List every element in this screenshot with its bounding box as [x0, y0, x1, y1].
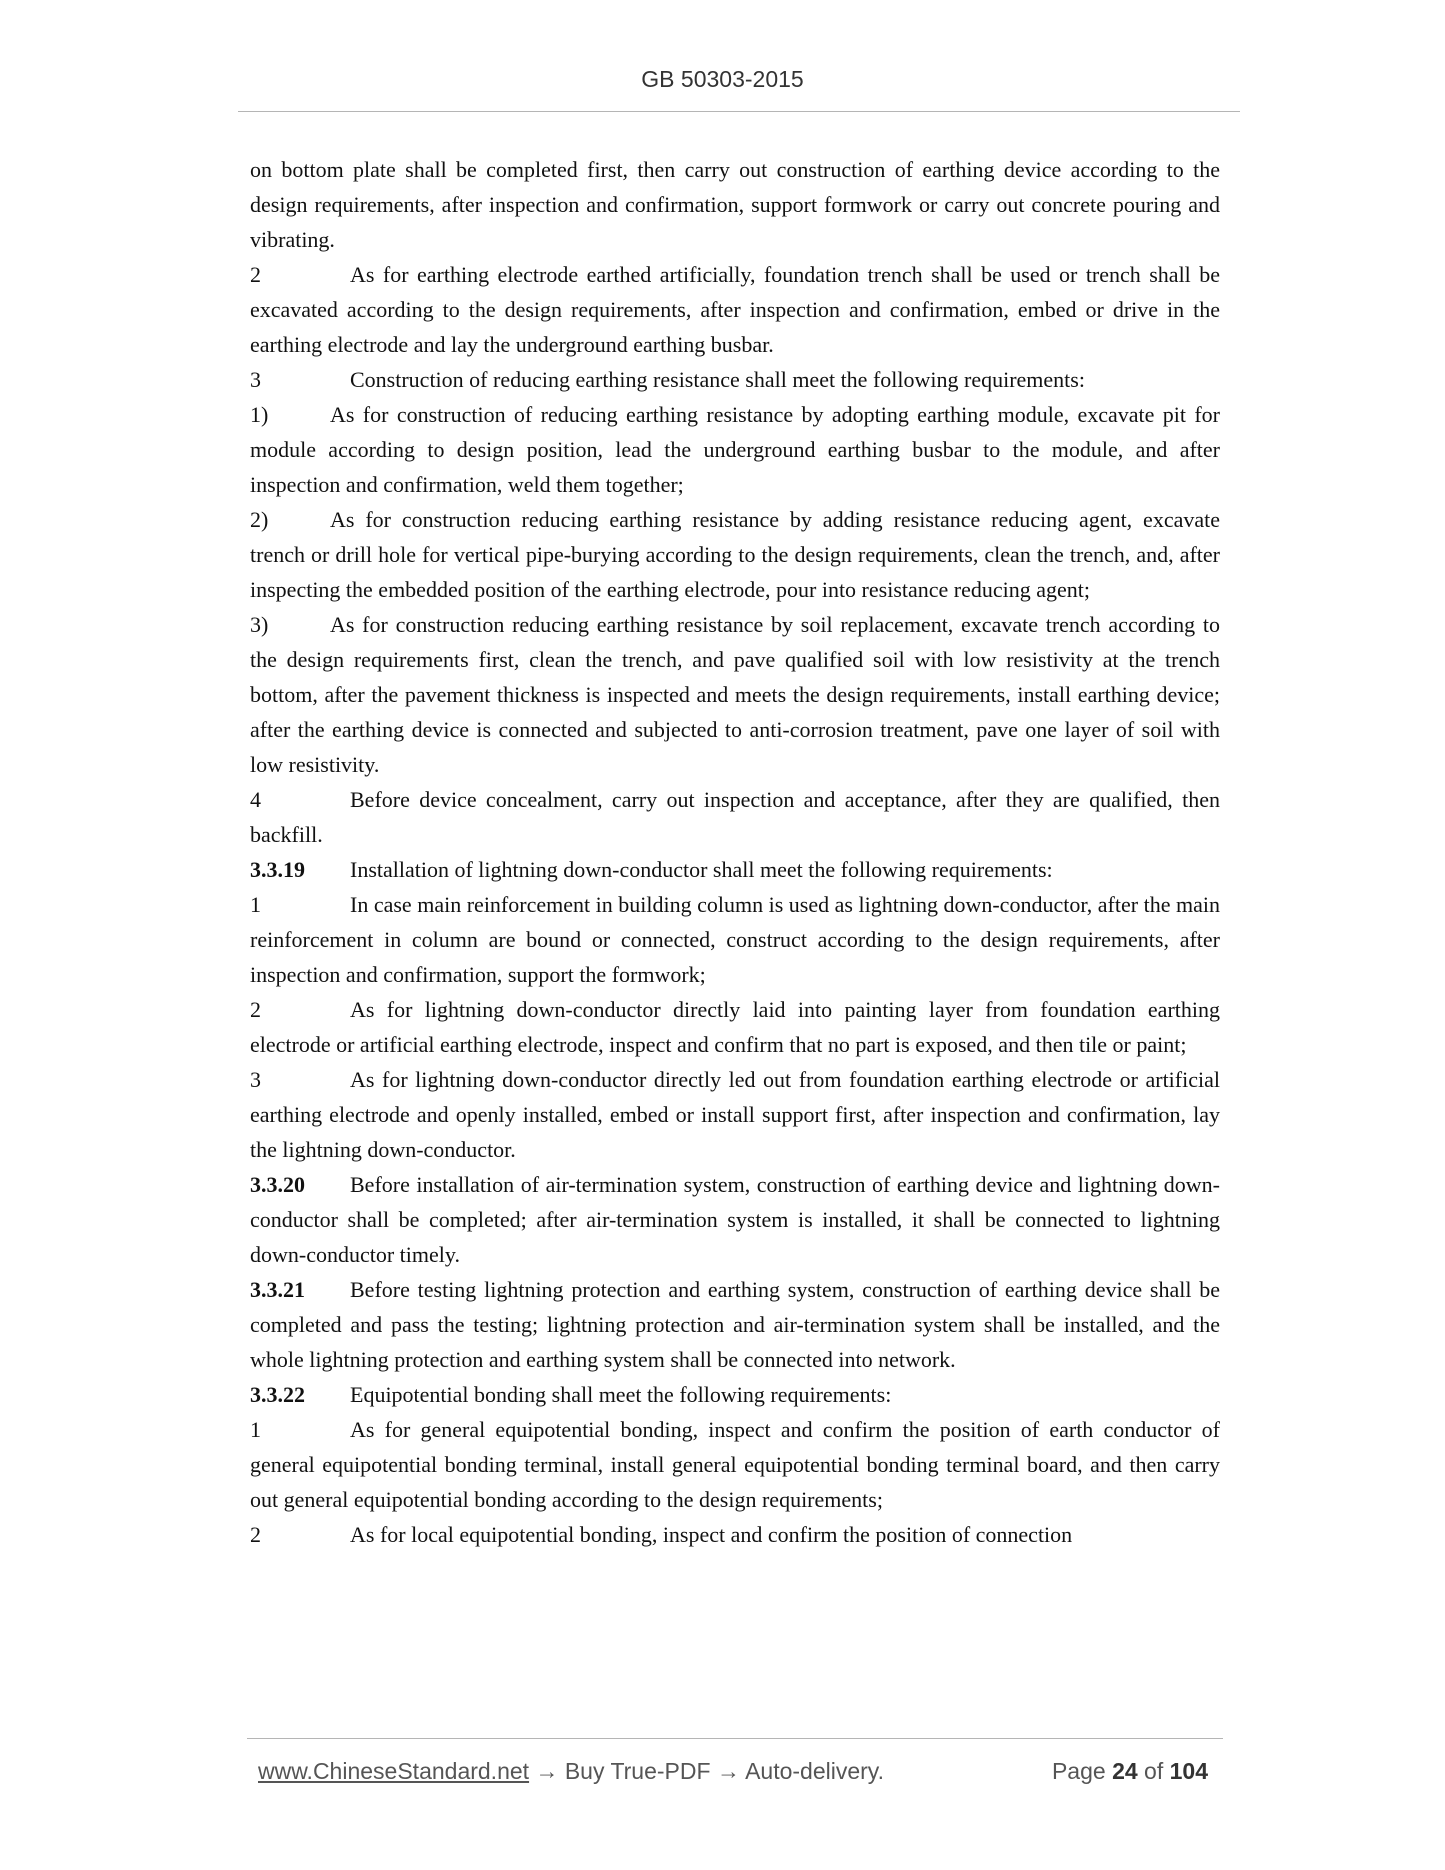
item-text: In case main reinforcement in building column is used as lightning down-conductor, after the main reinforcement in column are bound or connected, construct according to the design requirements, after inspection and confirmation, support the formwork; [250, 892, 1220, 987]
buy-pdf-text: Buy True-PDF [564, 1758, 711, 1784]
numbered-item [250, 992, 1220, 1062]
item-number: 3 [250, 1067, 261, 1092]
numbered-item [250, 1412, 1220, 1517]
sub-item [250, 607, 1220, 782]
document-body [250, 152, 1220, 1552]
clause [250, 1272, 1220, 1377]
auto-delivery-text: Auto-delivery. [745, 1758, 884, 1784]
sub-item [250, 397, 1220, 502]
sub-item-text: As for construction reducing earthing resistance by adding resistance reducing agent, excavate trench or drill hole for vertical pipe-burying according to the design requirements, clean the trench, and, after inspecting the embedded position of the earthing electrode, pour into resistance reducing agent; [250, 507, 1220, 602]
page-of-label: of [1137, 1758, 1170, 1784]
arrow-icon: → [710, 1758, 746, 1784]
sub-item-text: As for construction of reducing earthing resistance by adopting earthing module, excavate pit for module according to design position, lead the underground earthing busbar to the module, and after inspection and confirmation, weld them together; [250, 402, 1220, 497]
numbered-item [250, 362, 1220, 397]
clause-text: Equipotential bonding shall meet the following requirements: [350, 1382, 892, 1407]
item-text: As for lightning down-conductor directly led out from foundation earthing electrode or artificial earthing electrode and openly installed, embed or install support first, after inspection and confirmation, lay the lightning down-conductor. [250, 1067, 1220, 1162]
clause-number: 3.3.19 [250, 857, 305, 882]
numbered-item [250, 782, 1220, 852]
page-total: 104 [1169, 1758, 1208, 1784]
item-number: 4 [250, 787, 261, 812]
sub-item-number: 2) [250, 507, 269, 532]
item-text: Before device concealment, carry out inspection and acceptance, after they are qualified, then backfill. [250, 787, 1220, 847]
item-number: 1 [250, 892, 261, 917]
numbered-item [250, 257, 1220, 362]
page-header-title: GB 50303-2015 [641, 66, 804, 92]
item-text: As for local equipotential bonding, inspect and confirm the position of connection [350, 1522, 1073, 1547]
numbered-item [250, 1517, 1220, 1552]
footer-divider [247, 1738, 1223, 1739]
item-number: 2 [250, 1522, 261, 1547]
page-footer [258, 1758, 1208, 1785]
clause-text: Before testing lightning protection and earthing system, construction of earthing device shall be completed and pass the testing; lightning protection and air-termination system shall be installed, and the whole lightning protection and earthing system shall be connected into network. [250, 1277, 1220, 1372]
item-number: 2 [250, 262, 261, 287]
item-text: As for earthing electrode earthed artificially, foundation trench shall be used or trench shall be excavated according to the design requirements, after inspection and confirmation, embed or drive in the earthing electrode and lay the underground earthing busbar. [250, 262, 1220, 357]
item-text: As for general equipotential bonding, inspect and confirm the position of earth conductor of general equipotential bonding terminal, install general equipotential bonding terminal board, and then carry out general equipotential bonding according to the design requirements; [250, 1417, 1220, 1512]
page-label: Page [1051, 1758, 1113, 1784]
sub-item-text: As for construction reducing earthing resistance by soil replacement, excavate trench according to the design requirements first, clean the trench, and pave qualified soil with low resistivity at the trench bottom, after the pavement thickness is inspected and meets the design requirements, install earthing device; after the earthing device is connected and subjected to anti-corrosion treatment, pave one layer of soil with low resistivity. [250, 612, 1220, 777]
item-text: Construction of reducing earthing resistance shall meet the following requirements: [350, 367, 1085, 392]
clause [250, 1377, 1220, 1412]
page-number: 24 [1112, 1758, 1138, 1784]
clause [250, 1167, 1220, 1272]
item-number: 3 [250, 367, 261, 392]
item-text: As for lightning down-conductor directly laid into painting layer from foundation earthing electrode or artificial earthing electrode, inspect and confirm that no part is exposed, and then tile or paint; [250, 997, 1220, 1057]
paragraph-text: on bottom plate shall be completed first, then carry out construction of earthing device according to the design requirements, after inspection and confirmation, support formwork or carry out concrete pouring and vibrating. [250, 157, 1220, 252]
item-number: 2 [250, 997, 261, 1022]
sub-item-number: 1) [250, 402, 269, 427]
clause-number: 3.3.22 [250, 1382, 305, 1407]
item-number: 1 [250, 1417, 261, 1442]
header-divider [238, 111, 1240, 112]
arrow-icon: → [529, 1758, 565, 1784]
clause-number: 3.3.21 [250, 1277, 305, 1302]
sub-item-number: 3) [250, 612, 269, 637]
numbered-item [250, 887, 1220, 992]
numbered-item [250, 1062, 1220, 1167]
site-link[interactable]: www.ChineseStandard.net [258, 1758, 530, 1784]
paragraph [250, 152, 1220, 257]
clause-text: Installation of lightning down-conductor shall meet the following requirements: [350, 857, 1053, 882]
clause-number: 3.3.20 [250, 1172, 305, 1197]
clause [250, 852, 1220, 887]
page-indicator [1052, 1758, 1208, 1785]
clause-text: Before installation of air-termination system, construction of earthing device and lightning down-conductor shall be completed; after air-termination system is installed, it shall be connected to lightning down-conductor timely. [250, 1172, 1220, 1267]
sub-item [250, 502, 1220, 607]
